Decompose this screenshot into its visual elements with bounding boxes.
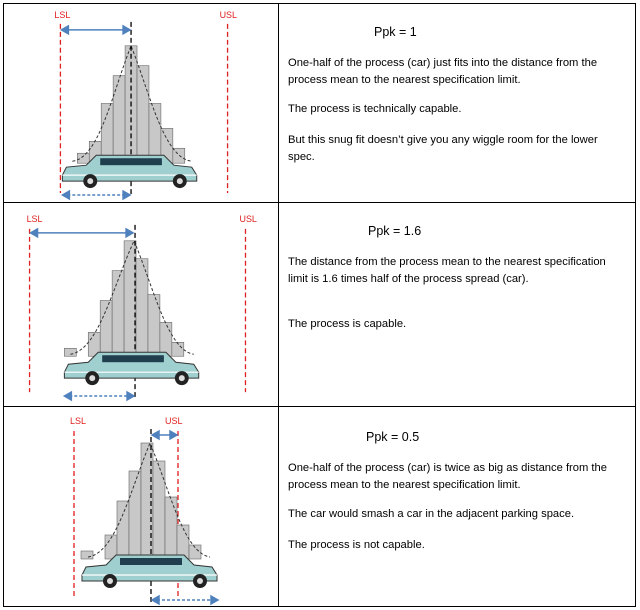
usl-label: USL (219, 9, 237, 20)
paragraph: The car would smash a car in the adjacent parking space. (288, 508, 575, 520)
capability-illustration (4, 203, 279, 406)
ppk-value: Ppk = 1 (374, 25, 417, 39)
half-spread-arrow (64, 392, 134, 400)
usl-label: USL (239, 213, 257, 224)
description-cell (279, 203, 635, 406)
illustration-cell (4, 4, 279, 202)
usl-label: USL (165, 416, 183, 426)
paragraph: The process is capable. (288, 318, 407, 330)
table-row (4, 4, 635, 203)
paragraph: The distance from the process mean to the nearest specification limit is 1.6 times half of the process spread (car). (288, 256, 606, 285)
illustration-cell (4, 407, 279, 606)
lsl-label: LSL (70, 416, 87, 426)
comparison-table (3, 3, 636, 607)
table-row (4, 203, 635, 407)
histogram-icon (81, 443, 201, 559)
half-spread-arrow (62, 191, 130, 199)
ppk-value: Ppk = 0.5 (366, 430, 420, 444)
distance-arrow (61, 26, 130, 34)
distance-arrow (152, 431, 177, 439)
capability-illustration (4, 407, 279, 606)
capability-illustration (4, 4, 279, 202)
paragraph: The process is technically capable. (288, 103, 462, 115)
limousine-icon (82, 555, 217, 588)
half-spread-arrow (152, 596, 218, 604)
lsl-label: LSL (26, 213, 43, 224)
ppk-value: Ppk = 1.6 (368, 224, 422, 238)
histogram-icon (64, 241, 183, 356)
description-cell (279, 407, 635, 606)
paragraph: One-half of the process (car) is twice as big as distance from the process mean to the nearest specification limit. (288, 462, 607, 491)
limousine-icon (64, 352, 198, 385)
paragraph: The process is not capable. (288, 539, 425, 551)
paragraph: One-half of the process (car) just fits into the distance from the process mean to the nearest specification limit. (288, 57, 598, 86)
lsl-label: LSL (54, 9, 71, 20)
table-row (4, 407, 635, 606)
description-cell (279, 4, 635, 202)
paragraph: But this snug fit doesn’t give you any wiggle room for the lower spec. (288, 134, 598, 163)
illustration-cell (4, 203, 279, 406)
distance-arrow (31, 229, 133, 237)
